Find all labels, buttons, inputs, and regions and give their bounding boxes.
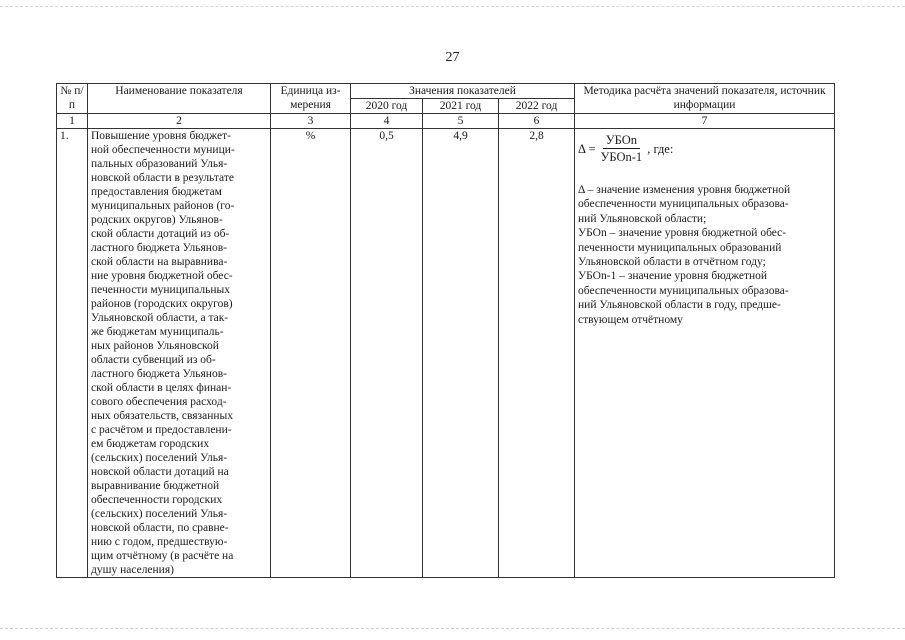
method-description bbox=[578, 183, 831, 327]
method-line: ствующем отчётному bbox=[578, 313, 683, 326]
indicator-name-line: родских округов) Ульянов- bbox=[91, 214, 223, 226]
indicator-name-line: выравнивание бюджетной bbox=[91, 480, 220, 492]
indicator-table bbox=[56, 83, 835, 578]
page-number: 27 bbox=[445, 50, 460, 65]
indicator-name-line: ных районов Ульяновской bbox=[91, 340, 219, 352]
method-line: Δ – значение изменения уровня бюджетной bbox=[578, 184, 791, 196]
scan-bottom-edge bbox=[0, 628, 905, 629]
method-line: УБОn – значение уровня бюджетной обес- bbox=[578, 227, 787, 240]
column-index: 6 bbox=[499, 114, 575, 129]
header-name: Наименование показателя bbox=[88, 84, 271, 114]
indicator-name-line: предоставления бюджетам bbox=[91, 186, 222, 198]
header-year-2022: 2022 год bbox=[499, 99, 575, 114]
method-line: УБОn-1 – значение уровня бюджетной bbox=[578, 270, 768, 283]
formula-fraction bbox=[598, 132, 646, 165]
indicator-name-line: печенности муниципальных bbox=[91, 284, 230, 296]
header-values-group: Значения показателей bbox=[351, 84, 575, 99]
indicator-name-line: новской области, по сравне- bbox=[91, 522, 229, 534]
indicator-name-line: ской области дотаций из об- bbox=[91, 228, 230, 240]
column-index: 5 bbox=[423, 114, 499, 129]
indicator-name-line: ных обязательств, связанных bbox=[91, 410, 233, 422]
indicator-name-line: щим отчётному (в расчёте на bbox=[91, 550, 234, 562]
column-index: 2 bbox=[88, 114, 271, 129]
formula-denominator: УБОn-1 bbox=[600, 150, 643, 164]
scan-top-edge bbox=[0, 6, 905, 7]
method-line: ний Ульяновской области в году, предше- bbox=[578, 299, 781, 312]
indicator-name-line: ем бюджетам городских bbox=[91, 438, 210, 450]
value-2020: 0,5 bbox=[351, 129, 423, 578]
indicator-name-line: с расчётом и предоставлени- bbox=[91, 424, 232, 436]
value-2022: 2,8 bbox=[499, 129, 575, 578]
unit-cell: % bbox=[271, 129, 351, 578]
method-line: печенности муниципальных образований bbox=[578, 241, 782, 254]
indicator-name bbox=[88, 129, 271, 578]
header-num: № п/п bbox=[57, 84, 88, 114]
header-year-2021: 2021 год bbox=[423, 99, 499, 114]
indicator-name-line: Повышение уровня бюджет- bbox=[91, 130, 231, 142]
indicator-name-line: (сельских) поселений Улья- bbox=[91, 452, 228, 464]
column-index: 3 bbox=[271, 114, 351, 129]
header-row-1 bbox=[57, 84, 835, 99]
method-line: обеспеченности муниципальных образова- bbox=[578, 284, 789, 297]
formula-suffix: , где: bbox=[647, 141, 674, 156]
method-cell bbox=[575, 129, 835, 578]
indicator-name-line: душу населения) bbox=[91, 564, 174, 576]
indicator-name-line: новской области дотаций на bbox=[91, 466, 229, 478]
header-unit: Единица из-мерения bbox=[271, 84, 351, 114]
column-index: 4 bbox=[351, 114, 423, 129]
indicator-name-line: ской области на выравнива- bbox=[91, 256, 228, 268]
indicator-name-line: области субвенций из об- bbox=[91, 354, 216, 366]
row-number: 1. bbox=[57, 129, 88, 578]
indicator-name-line: муниципальных районов (го- bbox=[91, 200, 235, 212]
indicator-name-line: пальных образований Улья- bbox=[91, 158, 228, 170]
method-line: Ульяновской области в отчётном году; bbox=[578, 256, 766, 269]
indicator-name-line: нию с годом, предшествую- bbox=[91, 536, 228, 548]
method-line: обеспеченности муниципальных образова- bbox=[578, 198, 789, 211]
indicator-name-line: ние уровня бюджетной обес- bbox=[91, 270, 233, 282]
formula-lhs: Δ = bbox=[578, 141, 596, 156]
column-index-row bbox=[57, 114, 835, 129]
value-2021: 4,9 bbox=[423, 129, 499, 578]
formula-numerator: УБОn bbox=[603, 132, 640, 149]
indicator-name-line: обеспеченности городских bbox=[91, 494, 223, 506]
indicator-name-line: ской области в целях финан- bbox=[91, 382, 232, 394]
table-row bbox=[57, 129, 835, 578]
header-year-2020: 2020 год bbox=[351, 99, 423, 114]
indicator-name-lines bbox=[91, 129, 267, 577]
indicator-name-line: новской области в результате bbox=[91, 172, 234, 184]
column-index: 1 bbox=[57, 114, 88, 129]
indicator-name-line: Ульяновской области, а так- bbox=[91, 312, 229, 324]
method-line: ний Ульяновской области; bbox=[578, 212, 707, 225]
indicator-name-line: (сельских) поселений Улья- bbox=[91, 508, 228, 520]
header-method: Методика расчёта значений показателя, источник информации bbox=[575, 84, 835, 114]
indicator-name-line: ной обеспеченности муници- bbox=[91, 144, 235, 156]
indicator-name-line: ластного бюджета Ульянов- bbox=[91, 368, 227, 380]
indicator-name-line: ластного бюджета Ульянов- bbox=[91, 242, 227, 254]
indicator-name-line: же бюджетам муниципаль- bbox=[91, 326, 224, 338]
indicator-name-line: сового обеспечения расход- bbox=[91, 396, 227, 408]
formula bbox=[578, 132, 831, 165]
column-index: 7 bbox=[575, 114, 835, 129]
indicator-name-line: районов (городских округов) bbox=[91, 298, 233, 310]
